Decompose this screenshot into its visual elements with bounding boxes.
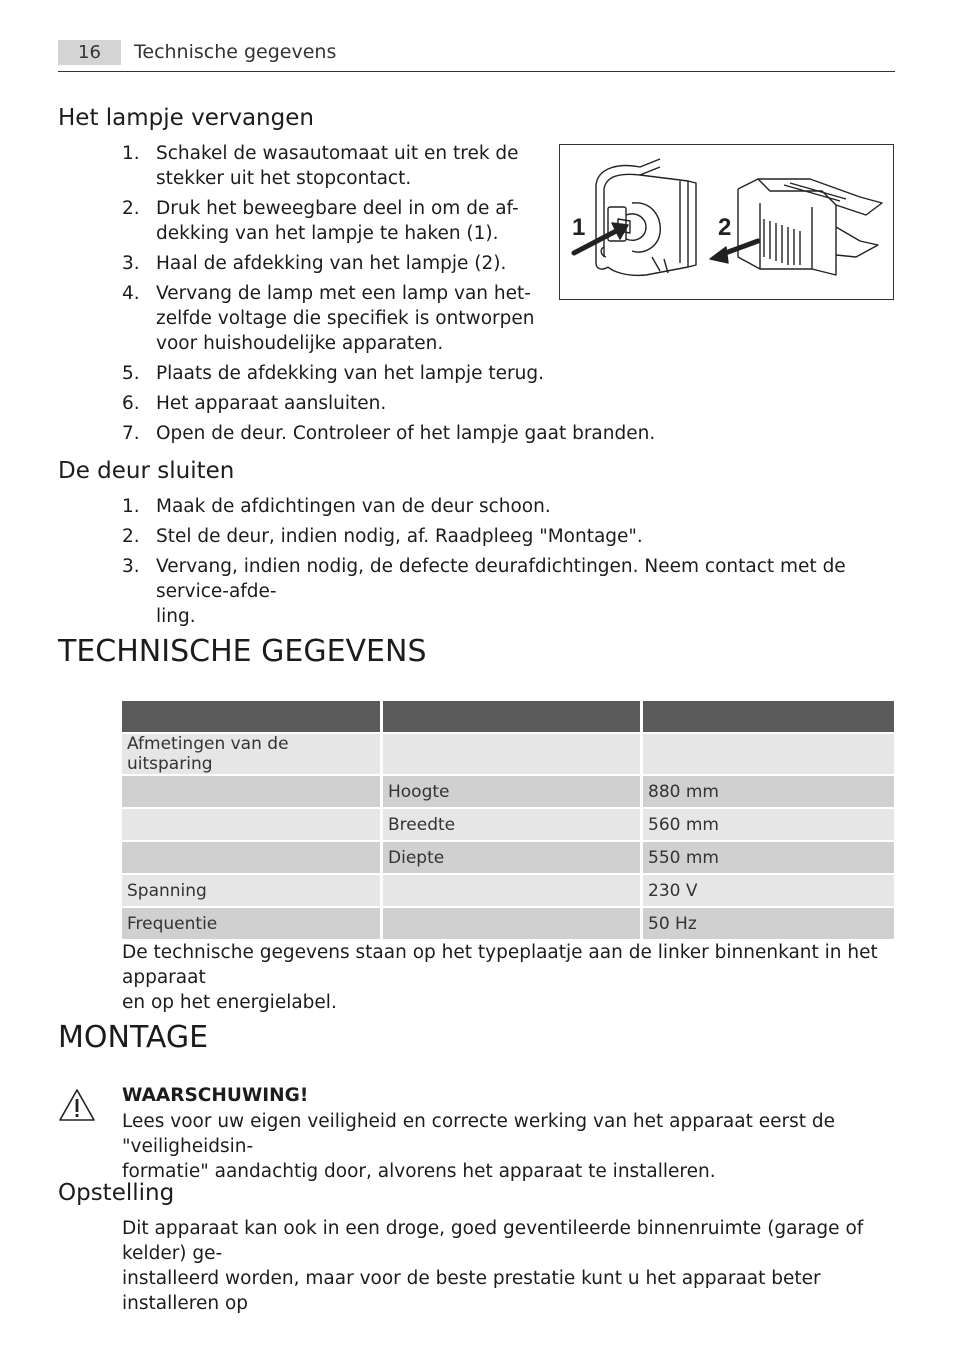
door-section-title: De deur sluiten: [58, 458, 235, 484]
placement-line: Dit apparaat kan ook in een droge, goed geventileerde binnenruimte (garage of kelder) ge-: [122, 1218, 864, 1264]
step-text: Maak de afdichtingen van de deur schoon.: [156, 496, 551, 517]
table-cell: Afmetingen van de uitsparing: [122, 734, 383, 774]
note-line: De technische gegevens staan op het typeplaatje aan de linker binnenkant in het apparaat: [122, 942, 878, 988]
lamp-step: [122, 391, 894, 416]
step-text: Het apparaat aansluiten.: [156, 393, 387, 414]
table-row: [122, 908, 894, 939]
figure-label-2: 2: [718, 214, 732, 241]
step-number: 3.: [122, 253, 140, 274]
lamp-step: [122, 281, 542, 356]
step-text: dekking van het lampje te haken (1).: [156, 223, 499, 244]
lamp-cover-drawing: [560, 145, 893, 299]
door-step: [122, 494, 894, 519]
lamp-step: [122, 251, 542, 276]
table-cell: 230 V: [643, 875, 894, 906]
table-cell: [122, 842, 383, 873]
table-row: [122, 776, 894, 807]
table-cell: 880 mm: [643, 776, 894, 807]
table-cell: 560 mm: [643, 809, 894, 840]
table-cell: [122, 809, 383, 840]
table-cell: [643, 734, 894, 774]
step-text: Haal de afdekking van het lampje (2).: [156, 253, 507, 274]
lamp-cover-illustration: [559, 144, 894, 300]
note-line: en op het energielabel.: [122, 992, 337, 1013]
table-row: [122, 875, 894, 906]
figure-label-1: 1: [572, 214, 586, 241]
placement-section-title: Opstelling: [58, 1180, 175, 1206]
tech-data-heading: TECHNISCHE GEGEVENS: [58, 634, 427, 669]
step-text: Vervang, indien nodig, de defecte deurafdichtingen. Neem contact met de service-afde-: [156, 556, 846, 602]
table-row: [122, 734, 894, 774]
step-text: Druk het beweegbare deel in om de af-: [156, 198, 519, 219]
warning-text: [122, 1109, 894, 1184]
lamp-step: [122, 196, 542, 246]
step-text: Vervang de lamp met een lamp van het-: [156, 283, 531, 304]
tech-data-table: [122, 699, 894, 941]
table-header-cell: [383, 701, 643, 732]
table-cell: 50 Hz: [643, 908, 894, 939]
table-cell: Diepte: [383, 842, 643, 873]
lamp-section-title: Het lampje vervangen: [58, 105, 314, 131]
warning-title: WAARSCHUWING!: [122, 1085, 309, 1106]
table-cell: [383, 908, 643, 939]
step-number: 1.: [122, 496, 140, 517]
placement-line: installeerd worden, maar voor de beste prestatie kunt u het apparaat beter installeren op: [122, 1268, 821, 1314]
montage-heading: MONTAGE: [58, 1020, 209, 1055]
warning-line: Lees voor uw eigen veiligheid en correcte werking van het apparaat eerst de "veiligheidsin-: [122, 1111, 836, 1157]
door-step: [122, 554, 894, 629]
step-number: 2.: [122, 198, 140, 219]
placement-text: [122, 1216, 894, 1316]
step-text: Stel de deur, indien nodig, af. Raadpleeg "Montage".: [156, 526, 643, 547]
step-number: 4.: [122, 283, 140, 304]
table-cell: [122, 776, 383, 807]
table-header-row: [122, 701, 894, 732]
page-header: [58, 40, 895, 72]
lamp-steps-list-continued: [122, 361, 894, 451]
step-number: 5.: [122, 363, 140, 384]
running-section-title: Technische gegevens: [134, 41, 337, 63]
warning-triangle-icon: [58, 1088, 96, 1122]
lamp-step: [122, 361, 894, 386]
lamp-step: [122, 141, 542, 191]
table-cell: [383, 875, 643, 906]
step-text: voor huishoudelijke apparaten.: [156, 333, 444, 354]
step-number: 2.: [122, 526, 140, 547]
step-text: Open de deur. Controleer of het lampje gaat branden.: [156, 423, 656, 444]
page-number: 16: [58, 40, 121, 65]
step-number: 3.: [122, 556, 140, 577]
step-text: zelfde voltage die specifiek is ontworpen: [156, 308, 535, 329]
step-text: stekker uit het stopcontact.: [156, 168, 412, 189]
step-text: ling.: [156, 606, 196, 627]
table-cell: Hoogte: [383, 776, 643, 807]
table-header-cell: [122, 701, 383, 732]
table-row: [122, 809, 894, 840]
step-text: Plaats de afdekking van het lampje terug.: [156, 363, 545, 384]
table-cell: Frequentie: [122, 908, 383, 939]
table-cell: 550 mm: [643, 842, 894, 873]
door-steps-list: [122, 494, 894, 634]
table-cell: Breedte: [383, 809, 643, 840]
table-cell: [383, 734, 643, 774]
step-text: Schakel de wasautomaat uit en trek de: [156, 143, 519, 164]
lamp-steps-list: [122, 141, 542, 361]
table-header-cell: [643, 701, 894, 732]
step-number: 1.: [122, 143, 140, 164]
step-number: 7.: [122, 423, 140, 444]
table-cell: Spanning: [122, 875, 383, 906]
tech-data-note: [122, 940, 894, 1015]
warning-line: formatie" aandachtig door, alvorens het apparaat te installeren.: [122, 1161, 716, 1182]
table-row: [122, 842, 894, 873]
lamp-step: [122, 421, 894, 446]
door-step: [122, 524, 894, 549]
step-number: 6.: [122, 393, 140, 414]
